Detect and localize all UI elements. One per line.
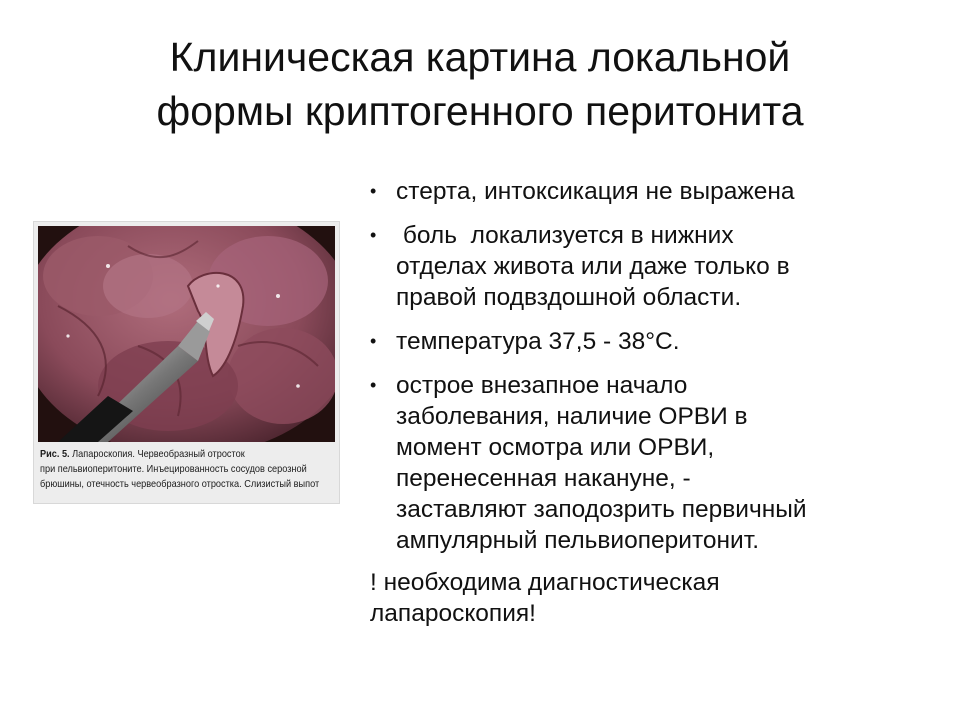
- diagnostic-note: [370, 567, 930, 629]
- caption-line-1: Лапароскопия. Червеобразный отросток: [69, 449, 245, 460]
- slide-title-line-2: формы криптогенного перитонита: [156, 88, 804, 134]
- list-item: [370, 220, 930, 313]
- diagnostic-note-text: ! необходима диагностическая лапароскопия!: [370, 569, 720, 627]
- list-item-text: стерта, интоксикация не выражена: [396, 178, 795, 205]
- list-item: [370, 326, 930, 357]
- caption-label: Рис. 5.: [40, 449, 70, 460]
- slide-title-line-1: Клиническая картина локальной: [169, 34, 791, 80]
- laparoscopy-illustration: [38, 226, 335, 442]
- list-item-text: температура 37,5 - 38°С.: [396, 328, 680, 355]
- slide-title: [40, 30, 920, 138]
- laparoscopy-photo: [38, 226, 335, 442]
- bullet-dot-icon: •: [370, 181, 377, 201]
- list-item: [370, 176, 930, 207]
- bullet-dot-icon: •: [370, 375, 377, 395]
- list-item-text: боль локализуется в нижних отделах живота или даже только в правой подвздошной области.: [396, 222, 790, 311]
- bullet-dot-icon: •: [370, 331, 377, 351]
- symptom-list: [370, 176, 930, 642]
- list-item-text: острое внезапное начало заболевания, наличие ОРВИ в момент осмотра или ОРВИ, перенесенная накануне, - заставляют заподозрить первичный ампулярный пельвиоперитонит.: [396, 372, 807, 554]
- caption-line-3: брюшины, отечность червеобразного отростка. Слизистый выпот: [40, 479, 320, 490]
- bullet-dot-icon: •: [370, 225, 377, 245]
- list-item: [370, 370, 930, 556]
- caption-line-2: при пельвиоперитоните. Инъецированность сосудов серозной: [40, 464, 307, 475]
- figure-caption: [40, 447, 320, 492]
- laparoscopy-figure: [33, 221, 340, 504]
